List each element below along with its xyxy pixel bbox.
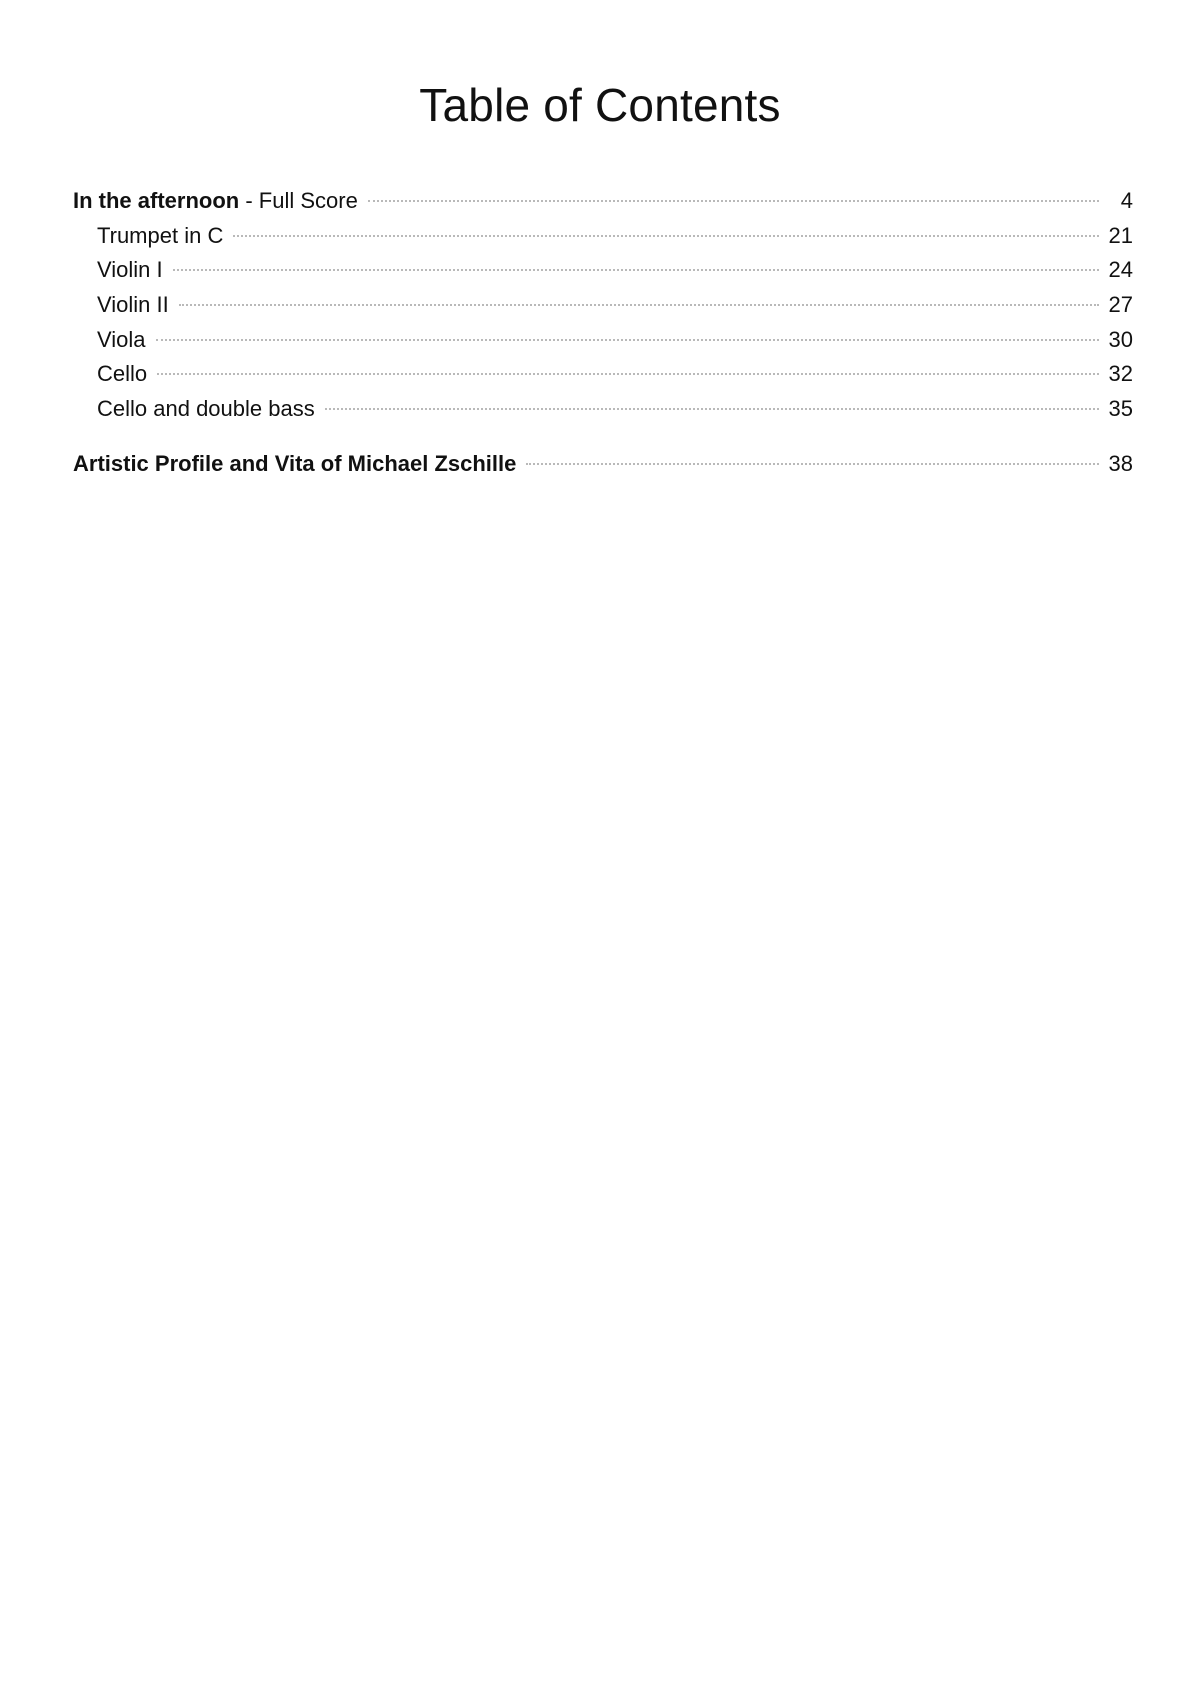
toc-entry-violin-1[interactable] [73, 253, 1133, 288]
page-number: 30 [1108, 326, 1133, 352]
page-number: 24 [1108, 257, 1133, 283]
toc-entry-label: Violin II [97, 292, 169, 318]
dot-leader [173, 269, 1099, 271]
page-number: 21 [1108, 222, 1133, 248]
dot-leader [179, 304, 1099, 306]
page-number: 32 [1108, 361, 1133, 387]
entry-subtitle: Full Score [258, 188, 358, 213]
dot-leader [156, 339, 1099, 341]
toc-entry-cello-double-bass[interactable] [73, 392, 1133, 427]
toc-entry-viola[interactable] [73, 323, 1133, 358]
table-of-contents [73, 184, 1133, 482]
toc-entry-cello[interactable] [73, 357, 1133, 392]
title-separator: - [239, 188, 259, 213]
dot-leader [526, 463, 1099, 465]
toc-entry-label: Cello and double bass [97, 396, 315, 422]
toc-entry-label: Trumpet in C [97, 222, 224, 248]
page-number: 27 [1108, 292, 1133, 318]
toc-entry-label: Violin I [97, 257, 163, 283]
toc-entry-artistic-profile[interactable] [73, 447, 1133, 482]
toc-entry-full-score[interactable] [73, 184, 1133, 219]
page-title: Table of Contents [419, 79, 781, 131]
page-number: 4 [1120, 188, 1133, 213]
work-title: In the afternoon [73, 188, 240, 213]
toc-entry-label: Cello [97, 361, 148, 387]
toc-entry-label: Artistic Profile and Vita of Michael Zschille [73, 450, 517, 476]
toc-entry-label [73, 184, 358, 219]
toc-entry-label: Viola [97, 326, 146, 352]
page-number: 38 [1108, 450, 1133, 476]
toc-entry-violin-2[interactable] [73, 288, 1133, 323]
dot-leader [325, 408, 1099, 410]
dot-leader [157, 373, 1099, 375]
page-number: 35 [1108, 396, 1133, 422]
dot-leader [368, 200, 1099, 202]
dot-leader [233, 235, 1099, 237]
toc-entry-trumpet[interactable] [73, 219, 1133, 254]
